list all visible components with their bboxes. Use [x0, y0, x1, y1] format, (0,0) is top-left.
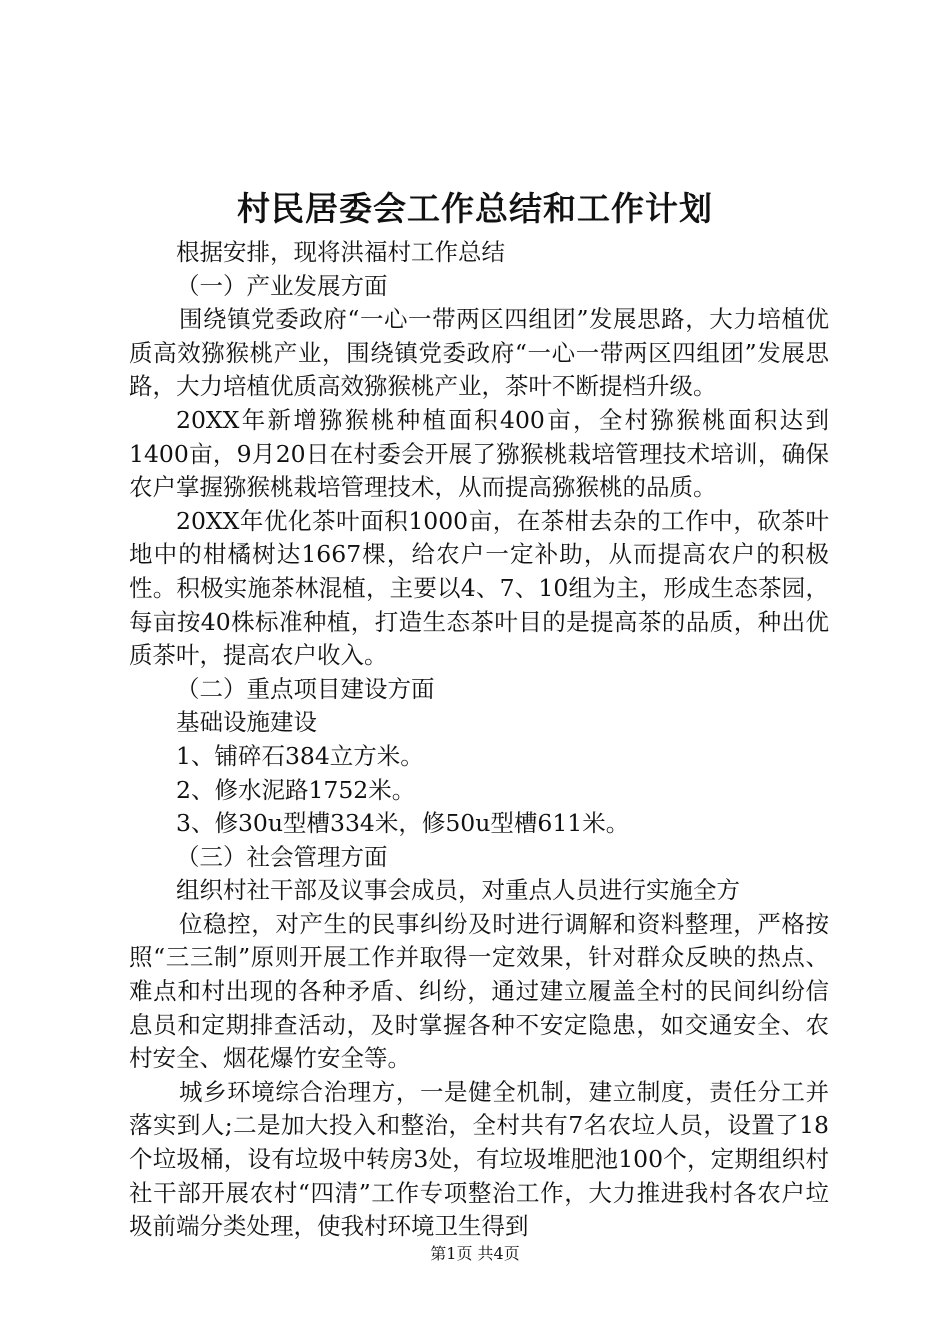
paragraph-intro: 根据安排，现将洪福村工作总结	[176, 238, 505, 266]
document-body	[129, 236, 829, 1244]
list-item: 3、修30u型槽334米，修50u型槽611米。	[176, 809, 630, 838]
paragraph-management-intro: 组织村社干部及议事会成员，对重点人员进行实施全方	[176, 876, 740, 905]
paragraph-industry-strategy: 围绕镇党委政府“一心一带两区四组团”发展思路，大力培植优质高效猕猴桃产业，围绕镇党委政府“一心一带两区四组团”发展思路，大力培植优质高效猕猴桃产业，茶叶不断提档升级。	[129, 305, 829, 401]
paragraph-tea: 20XX年优化茶叶面积1000亩，在茶柑去杂的工作中，砍茶叶地中的柑橘树达1667棵，给农户一定补助，从而提高农户的积极性。积极实施茶林混植，主要以4、7、10组为主，形成生态茶园，每亩按40株标准种植，打造生态茶叶目的是提高茶的品质，种出优质茶叶，提高农户收入。	[129, 506, 829, 670]
paragraph-infrastructure: 基础设施建设	[176, 708, 317, 737]
section-heading-management: （三）社会管理方面	[176, 842, 388, 871]
list-item: 1、铺碎石384立方米。	[176, 741, 424, 770]
paragraph-stability: 位稳控，对产生的民事纠纷及时进行调解和资料整理，严格按照“三三制”原则开展工作并取得一定效果，针对群众反映的热点、难点和村出现的各种矛盾、纠纷，通过建立履盖全村的民间纠纷信息员和定期排查活动，及时掌握各种不安定隐患，如交通安全、农村安全、烟花爆竹安全等。	[129, 909, 829, 1073]
document-title: 村民居委会工作总结和工作计划	[237, 189, 713, 228]
paragraph-kiwifruit: 20XX年新增猕猴桃种植面积400亩，全村猕猴桃面积达到1400亩，9月20日在村委会开展了猕猴桃栽培管理技术培训，确保农户掌握猕猴桃栽培管理技术，从而提高猕猴桃的品质。	[129, 405, 829, 502]
paragraph-environment: 城乡环境综合治理方，一是健全机制，建立制度，责任分工并落实到人;二是加大投入和整治，全村共有7名农垃人员，设置了18个垃圾桶，设有垃圾中转房3处，有垃圾堆肥池100个，定期组织村社干部开展农村“四清”工作专项整治工作，大力推进我村各农户垃圾前端分类处理，使我村环境卫生得到	[129, 1077, 829, 1241]
section-heading-projects: （二）重点项目建设方面	[176, 674, 435, 703]
list-item: 2、修水泥路1752米。	[176, 775, 416, 804]
section-heading-industry: （一）产业发展方面	[176, 271, 388, 300]
page-footer: 第1页 共4页	[430, 1244, 520, 1263]
